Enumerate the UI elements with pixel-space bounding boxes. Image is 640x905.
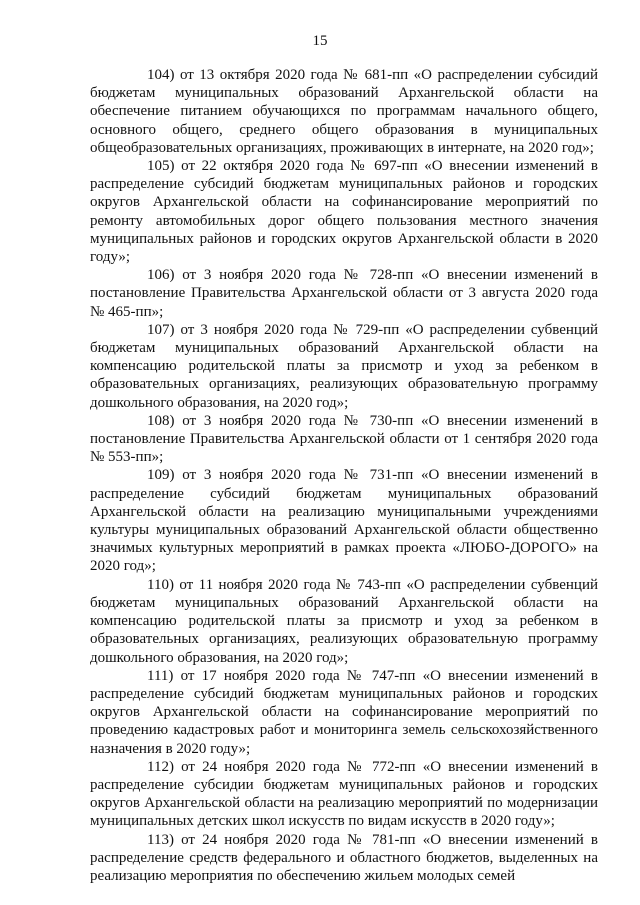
list-item-107: 107) от 3 ноября 2020 года № 729-пп «О распределении субвенций бюджетам муниципальных образований Архангельской области на компенсацию родительской платы за присмотр и уход за ребенком в образовательных организациях, реализующих образовательную программу дошкольного образования, на 2020 год»; <box>90 321 598 411</box>
list-item-111: 111) от 17 ноября 2020 года № 747-пп «О внесении изменений в распределение субсидий бюджетам муниципальных районов и городских округов Архангельской области на софинансирование мероприятий по проведению кадастровых работ и мониторинга земель сельскохозяйственного назначения в 2020 году»; <box>90 667 598 757</box>
list-item-113: 113) от 24 ноября 2020 года № 781-пп «О внесении изменений в распределение средств федерального и областного бюджетов, выделенных на реализацию мероприятия по обеспечению жильем молодых семей <box>90 831 598 884</box>
document-body <box>90 66 598 885</box>
list-item-106: 106) от 3 ноября 2020 года № 728-пп «О внесении изменений в постановление Правительства Архангельской области от 3 августа 2020 года № 465-пп»; <box>90 267 598 320</box>
list-item-104: 104) от 13 октября 2020 года № 681-пп «О распределении субсидий бюджетам муниципальных образований Архангельской области на обеспечение питанием обучающихся по программам начального общего, основного общего, среднего общего образования в муниципальных общеобразовательных организациях, проживающих в интернате, на 2020 год»; <box>90 67 598 156</box>
page-number: 15 <box>312 33 328 49</box>
list-item-108: 108) от 3 ноября 2020 года № 730-пп «О внесении изменений в постановление Правительства Архангельской области от 1 сентября 2020 года № 553-пп»; <box>90 412 598 466</box>
list-item-109: 109) от 3 ноября 2020 года № 731-пп «О внесении изменений в распределение субсидий бюджетам муниципальных образований Архангельской области на реализацию муниципальными учреждениями культуры муниципальных образований Архангельской области общественно значимых культурных мероприятий в рамках проекта «ЛЮБО-ДОРОГО» на 2020 год»; <box>90 467 598 575</box>
list-item-105: 105) от 22 октября 2020 года № 697-пп «О внесении изменений в распределение субсидий бюджетам муниципальных районов и городских округов Архангельской области на софинансирование мероприятий по ремонту автомобильных дорог общего пользования местного значения муниципальных районов и городских округов Архангельской области в 2020 году»; <box>90 158 598 266</box>
list-item-112: 112) от 24 ноября 2020 года № 772-пп «О внесении изменений в распределение субсидии бюджетам муниципальных районов и городских округов Архангельской области на реализацию мероприятий по модернизации муниципальных детских школ искусств по видам искусств в 2020 году»; <box>90 758 598 830</box>
list-item-110: 110) от 11 ноября 2020 года № 743-пп «О распределении субвенций бюджетам муниципальных образований Архангельской области на компенсацию родительской платы за присмотр и уход за ребенком в образовательных организациях, реализующих образовательную программу дошкольного образования, на 2020 год»; <box>90 576 598 666</box>
